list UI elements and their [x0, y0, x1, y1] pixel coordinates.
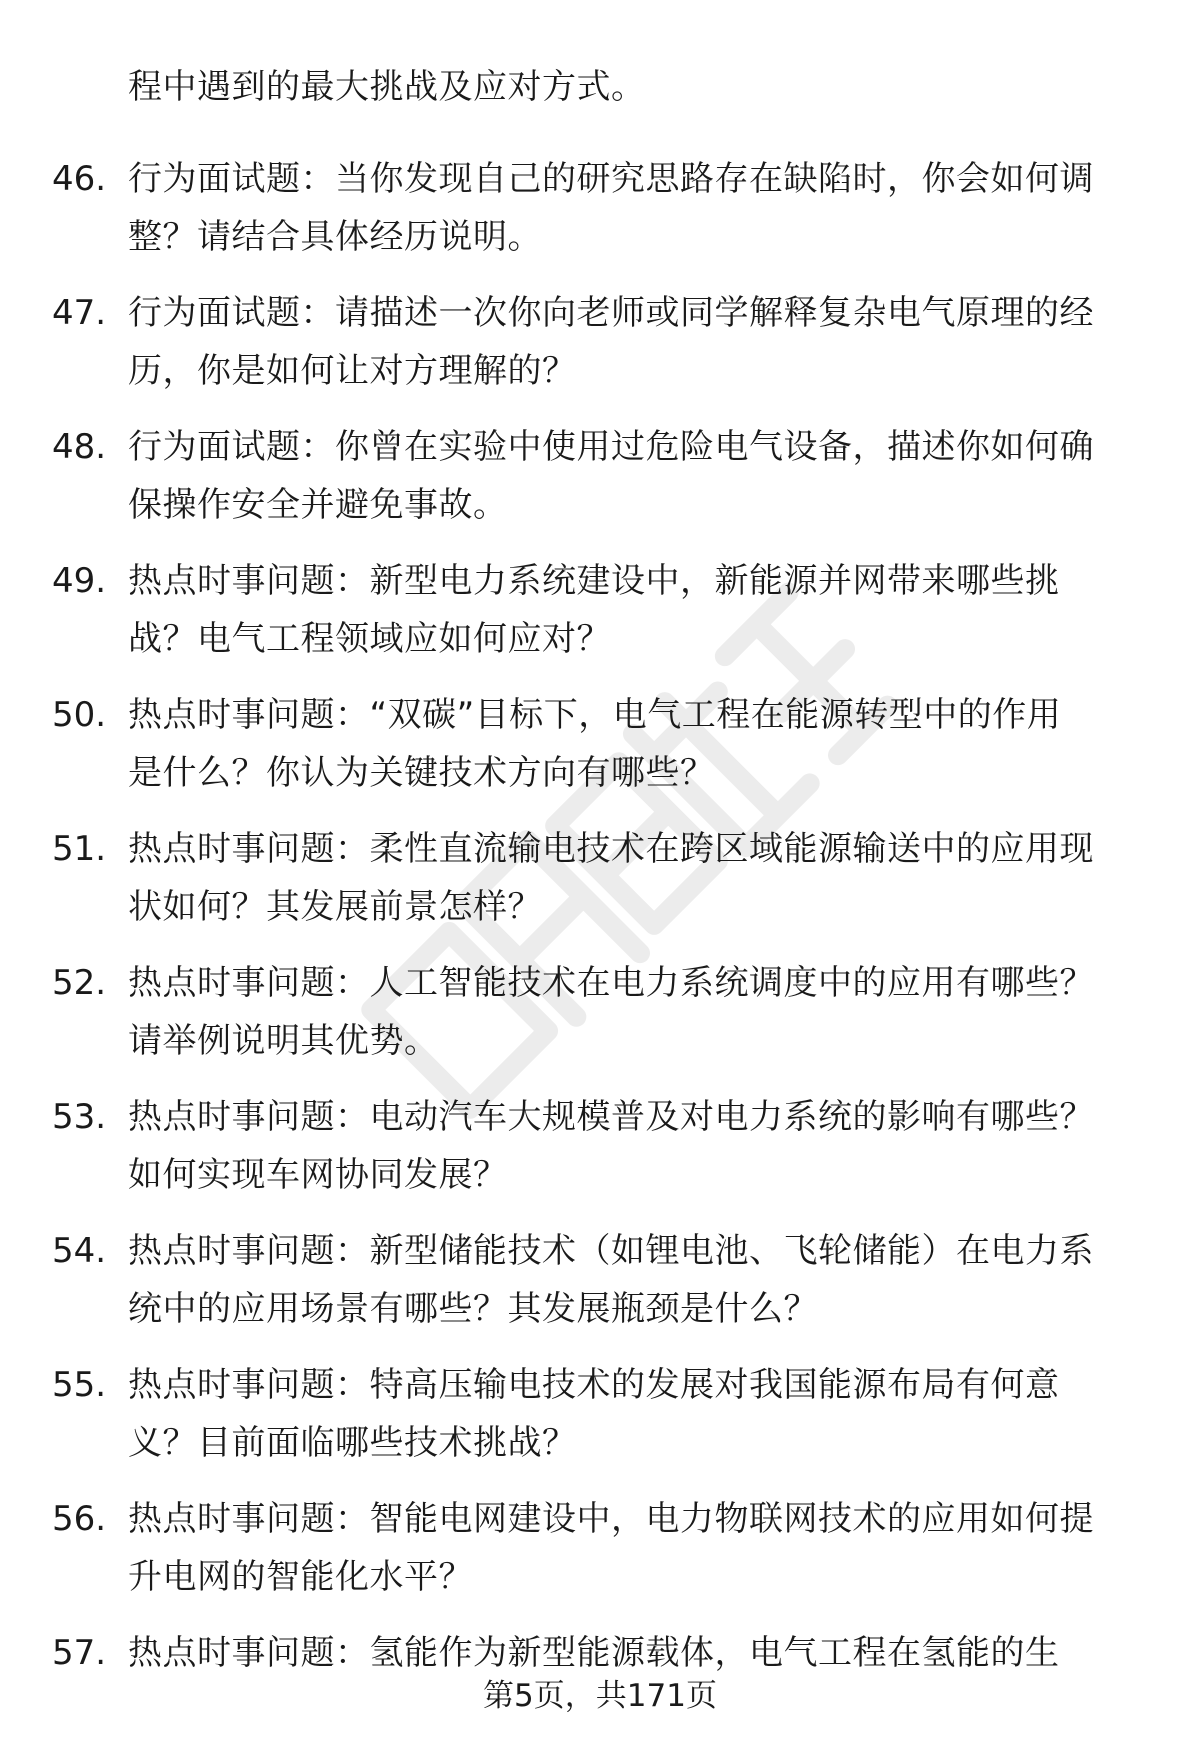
list-item	[0, 1222, 1200, 1356]
question-number: 48.	[52, 427, 107, 467]
question-text	[128, 418, 1138, 534]
list-item	[0, 686, 1200, 820]
question-text-line: 是什么？你认为关键技术方向有哪些？	[128, 753, 715, 793]
question-text-line: 保操作安全并避免事故。	[128, 485, 508, 525]
question-number: 50.	[52, 695, 107, 735]
question-text-line: 行为面试题：当你发现自己的研究思路存在缺陷时，你会如何调	[128, 159, 1094, 199]
list-item	[0, 1088, 1200, 1222]
question-text-line: 请举例说明其优势。	[128, 1021, 439, 1061]
question-text-line: 状如何？其发展前景怎样？	[128, 887, 542, 927]
list-item	[0, 820, 1200, 954]
question-text-line: 热点时事问题：柔性直流输电技术在跨区域能源输送中的应用现	[128, 829, 1094, 869]
question-text-line: 热点时事问题：人工智能技术在电力系统调度中的应用有哪些？	[128, 963, 1094, 1003]
question-number: 47.	[52, 293, 107, 333]
question-text-line: 升电网的智能化水平？	[128, 1557, 473, 1597]
question-number: 49.	[52, 561, 107, 601]
question-text	[128, 1222, 1138, 1338]
question-text	[128, 686, 1138, 802]
question-number: 51.	[52, 829, 107, 869]
list-item	[0, 552, 1200, 686]
question-text-line: 热点时事问题：智能电网建设中，电力物联网技术的应用如何提	[128, 1499, 1094, 1539]
question-text-line: 整？请结合具体经历说明。	[128, 217, 542, 257]
question-text-line: 义？目前面临哪些技术挑战？	[128, 1423, 577, 1463]
carry-over-line: 程中遇到的最大挑战及应对方式。	[128, 67, 646, 107]
question-text-line: 行为面试题：你曾在实验中使用过危险电气设备，描述你如何确	[128, 427, 1094, 467]
question-number: 57.	[52, 1633, 107, 1673]
question-text-line: 行为面试题：请描述一次你向老师或同学解释复杂电气原理的经	[128, 293, 1094, 333]
question-text	[128, 1088, 1138, 1204]
question-text-line: 如何实现车网协同发展？	[128, 1155, 508, 1195]
question-text	[128, 820, 1138, 936]
question-text	[128, 1490, 1138, 1606]
question-text	[128, 954, 1138, 1070]
page-footer: 第5页，共171页	[483, 1678, 717, 1714]
question-text-line: 热点时事问题：氢能作为新型能源载体，电气工程在氢能的生	[128, 1633, 1060, 1673]
question-text	[128, 284, 1138, 400]
list-item	[0, 150, 1200, 284]
question-text-line: 热点时事问题：特高压输电技术的发展对我国能源布局有何意	[128, 1365, 1060, 1405]
question-number: 55.	[52, 1365, 107, 1405]
list-item	[0, 418, 1200, 552]
question-number: 56.	[52, 1499, 107, 1539]
question-list	[0, 150, 1200, 1758]
list-item	[0, 1356, 1200, 1490]
question-text-line: 热点时事问题：新型电力系统建设中，新能源并网带来哪些挑	[128, 561, 1060, 601]
question-number: 46.	[52, 159, 107, 199]
question-text	[128, 552, 1138, 668]
question-text-line: 历，你是如何让对方理解的？	[128, 351, 577, 391]
question-text-line: 战？电气工程领域应如何应对？	[128, 619, 611, 659]
question-number: 53.	[52, 1097, 107, 1137]
list-item	[0, 1490, 1200, 1624]
question-number: 54.	[52, 1231, 107, 1271]
list-item	[0, 284, 1200, 418]
question-text	[128, 1356, 1138, 1472]
question-number: 52.	[52, 963, 107, 1003]
question-text	[128, 150, 1138, 266]
question-text-line: 热点时事问题：电动汽车大规模普及对电力系统的影响有哪些？	[128, 1097, 1094, 1137]
question-text-line: 热点时事问题：新型储能技术（如锂电池、飞轮储能）在电力系	[128, 1231, 1094, 1271]
question-text-line: 统中的应用场景有哪些？其发展瓶颈是什么？	[128, 1289, 818, 1329]
question-text-line: 热点时事问题：“双碳”目标下，电气工程在能源转型中的作用	[128, 695, 1062, 735]
list-item	[0, 954, 1200, 1088]
